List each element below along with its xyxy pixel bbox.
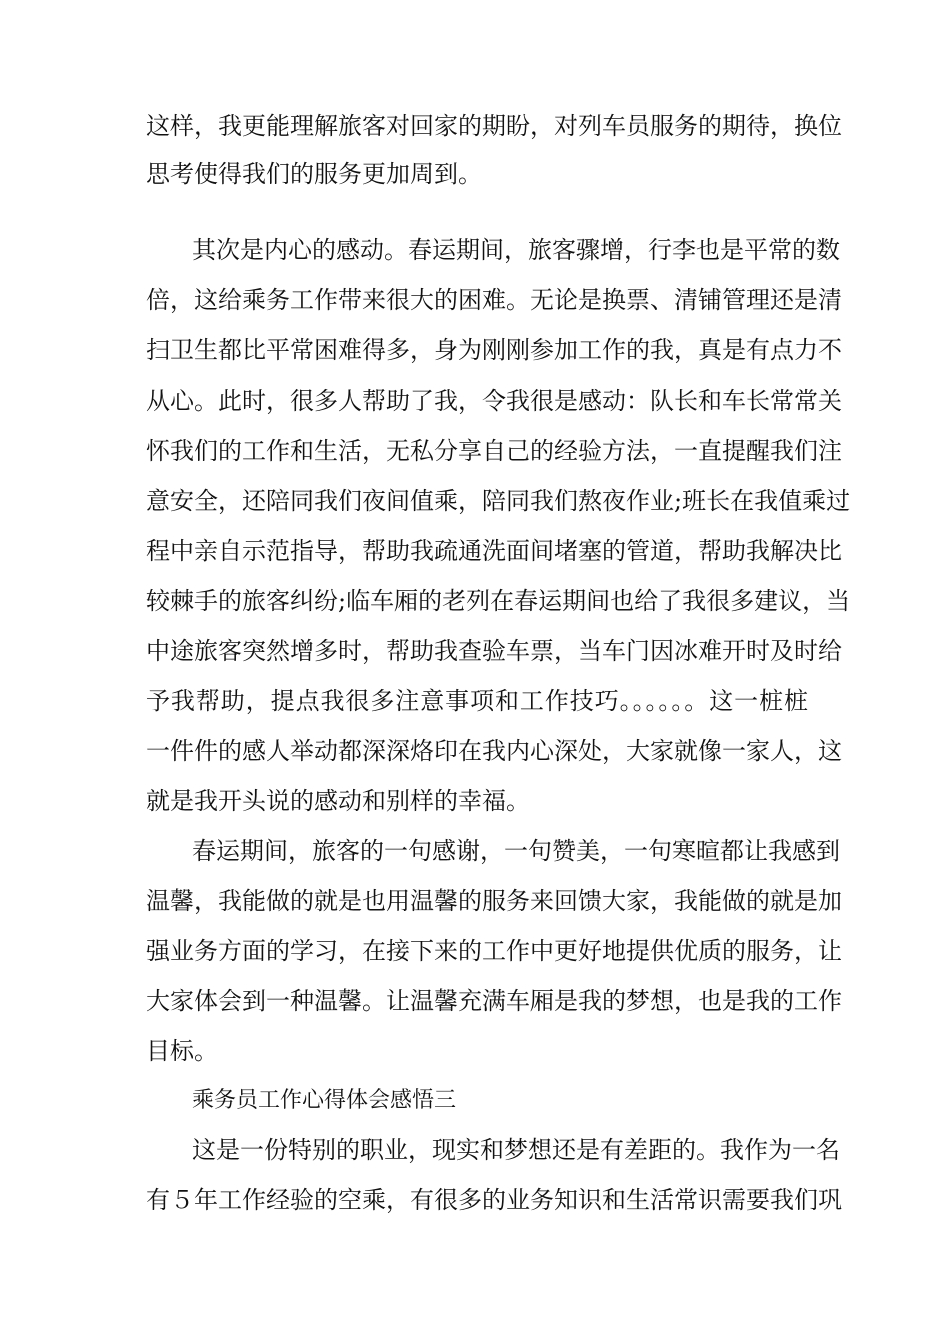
text-line: 这是一份特别的职业，现实和梦想还是有差距的。我作为一名 bbox=[192, 1136, 840, 1164]
text-line: 从心。此时，很多人帮助了我，令我很是感动：队长和车长常常关 bbox=[146, 387, 842, 415]
text-line: 中途旅客突然增多时，帮助我查验车票，当车门因冰难开时及时给 bbox=[146, 637, 842, 665]
text-line: 就是我开头说的感动和别样的幸福。 bbox=[146, 787, 530, 815]
text-line: 意安全，还陪同我们夜间值乘，陪同我们熬夜作业;班长在我值乘过 bbox=[146, 487, 851, 515]
text-line: 温馨，我能做的就是也用温馨的服务来回馈大家，我能做的就是加 bbox=[146, 887, 842, 915]
text-line: 扫卫生都比平常困难得多，身为刚刚参加工作的我，真是有点力不 bbox=[146, 336, 842, 364]
text-line: 有５年工作经验的空乘，有很多的业务知识和生活常识需要我们巩 bbox=[146, 1186, 842, 1214]
text-line: 强业务方面的学习，在接下来的工作中更好地提供优质的服务，让 bbox=[146, 937, 842, 965]
section-heading: 乘务员工作心得体会感悟三 bbox=[192, 1088, 457, 1113]
text-line: 大家体会到一种温馨。让温馨充满车厢是我的梦想，也是我的工作 bbox=[146, 987, 842, 1015]
text-line: 程中亲自示范指导，帮助我疏通洗面间堵塞的管道，帮助我解决比 bbox=[146, 537, 842, 565]
text-line: 怀我们的工作和生活，无私分享自己的经验方法，一直提醒我们注 bbox=[146, 437, 842, 465]
text-line: 较棘手的旅客纠纷;临车厢的老列在春运期间也给了我很多建议，当 bbox=[146, 587, 851, 615]
text-line: 予我帮助，提点我很多注意事项和工作技巧。。。。。。这一桩桩 bbox=[146, 687, 808, 715]
text-line: 思考使得我们的服务更加周到。 bbox=[146, 160, 482, 188]
text-line: 倍，这给乘务工作带来很大的困难。无论是换票、清铺管理还是清 bbox=[146, 286, 842, 314]
text-line: 春运期间，旅客的一句感谢，一句赞美，一句寒暄都让我感到 bbox=[192, 837, 840, 865]
text-line: 其次是内心的感动。春运期间，旅客骤增，行李也是平常的数 bbox=[192, 236, 840, 264]
text-line: 这样，我更能理解旅客对回家的期盼，对列车员服务的期待，换位 bbox=[146, 112, 842, 140]
text-line: 一件件的感人举动都深深烙印在我内心深处，大家就像一家人，这 bbox=[146, 737, 842, 765]
text-line: 目标。 bbox=[146, 1037, 218, 1065]
